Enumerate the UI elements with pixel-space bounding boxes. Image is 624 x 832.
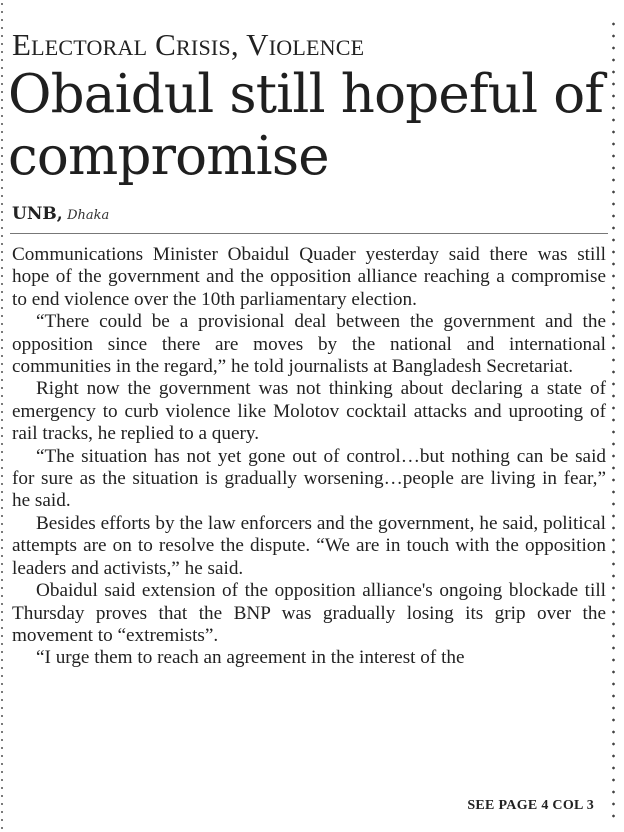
continued-reference: SEE PAGE 4 COL 3	[467, 798, 594, 813]
article-paragraph: Communications Minister Obaidul Quader yesterday said there was still hope of the government and the opposition alliance reaching a compromise to end violence over the 10th parliamentary election.	[12, 244, 606, 310]
article-paragraph: Besides efforts by the law enforcers and the government, he said, political attempts are on to resolve the dispute. “We are in touch with the opposition leaders and activists,” he said.	[12, 512, 606, 579]
divider-rule	[10, 233, 608, 234]
left-dotted-border	[0, 0, 4, 832]
byline-agency: UNB,	[12, 204, 63, 224]
article-paragraph: “I urge them to reach an agreement in the interest of the	[36, 647, 465, 669]
article-body	[12, 244, 606, 670]
article-paragraph: Right now the government was not thinking about declaring a state of emergency to curb violence like Molotov cocktail attacks and uprooting of rail tracks, he replied to a query.	[12, 378, 606, 445]
article-paragraph: “There could be a provisional deal between the government and the opposition since there are moves by the national and international communities in the regard,” he told journalists at Bangladesh Secretariat.	[12, 311, 606, 378]
article-paragraph: “The situation has not yet gone out of control…but nothing can be said for sure as the situation is gradually worsening…people are living in fear,” he said.	[12, 445, 606, 512]
byline-city: Dhaka	[67, 208, 110, 223]
right-dotted-border	[611, 18, 616, 824]
headline: Obaidul still hopeful of compromise	[8, 64, 604, 187]
section-kicker: Electoral Crisis, Violence	[12, 27, 365, 62]
article-paragraph: Obaidul said extension of the opposition alliance's ongoing blockade till Thursday proves that the BNP was gradually losing its grip over the movement to “extremists”.	[12, 580, 606, 646]
byline	[12, 205, 109, 225]
